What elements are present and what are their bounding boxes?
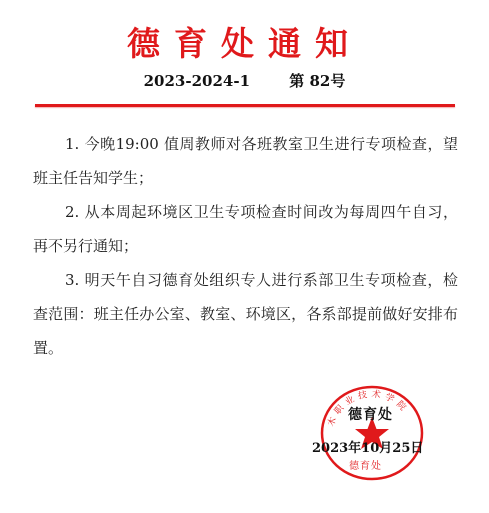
document-number-line <box>0 70 489 91</box>
notice-item-2: 2. 从本周起环境区卫生专项检查时间改为每周四午自习，再不另行通知； <box>33 203 458 255</box>
seal-bottom-text: 德育处 <box>349 461 382 472</box>
notice-item-1: 1. 今晚19:00 值周教师对各班教室卫生进行专项检查，望班主任告知学生； <box>33 135 458 187</box>
seal-ring-text: 木职业技术学院 <box>326 389 411 429</box>
signature-date: 2023年10月25日 <box>312 441 424 456</box>
notice-body <box>33 127 458 365</box>
issue-number: 第 82号 <box>289 72 346 90</box>
notice-title: 德育处通知 <box>127 24 362 63</box>
seal-issuer-name: 德育处 <box>348 407 393 423</box>
document-number: 2023-2024-1 <box>143 72 251 90</box>
notice-item-3: 3. 明天午自习德育处组织专人进行系部卫生专项检查，检查范围：班主任办公室、教室、环境区，各系部提前做好安排布置。 <box>33 271 458 357</box>
red-divider <box>35 104 455 107</box>
